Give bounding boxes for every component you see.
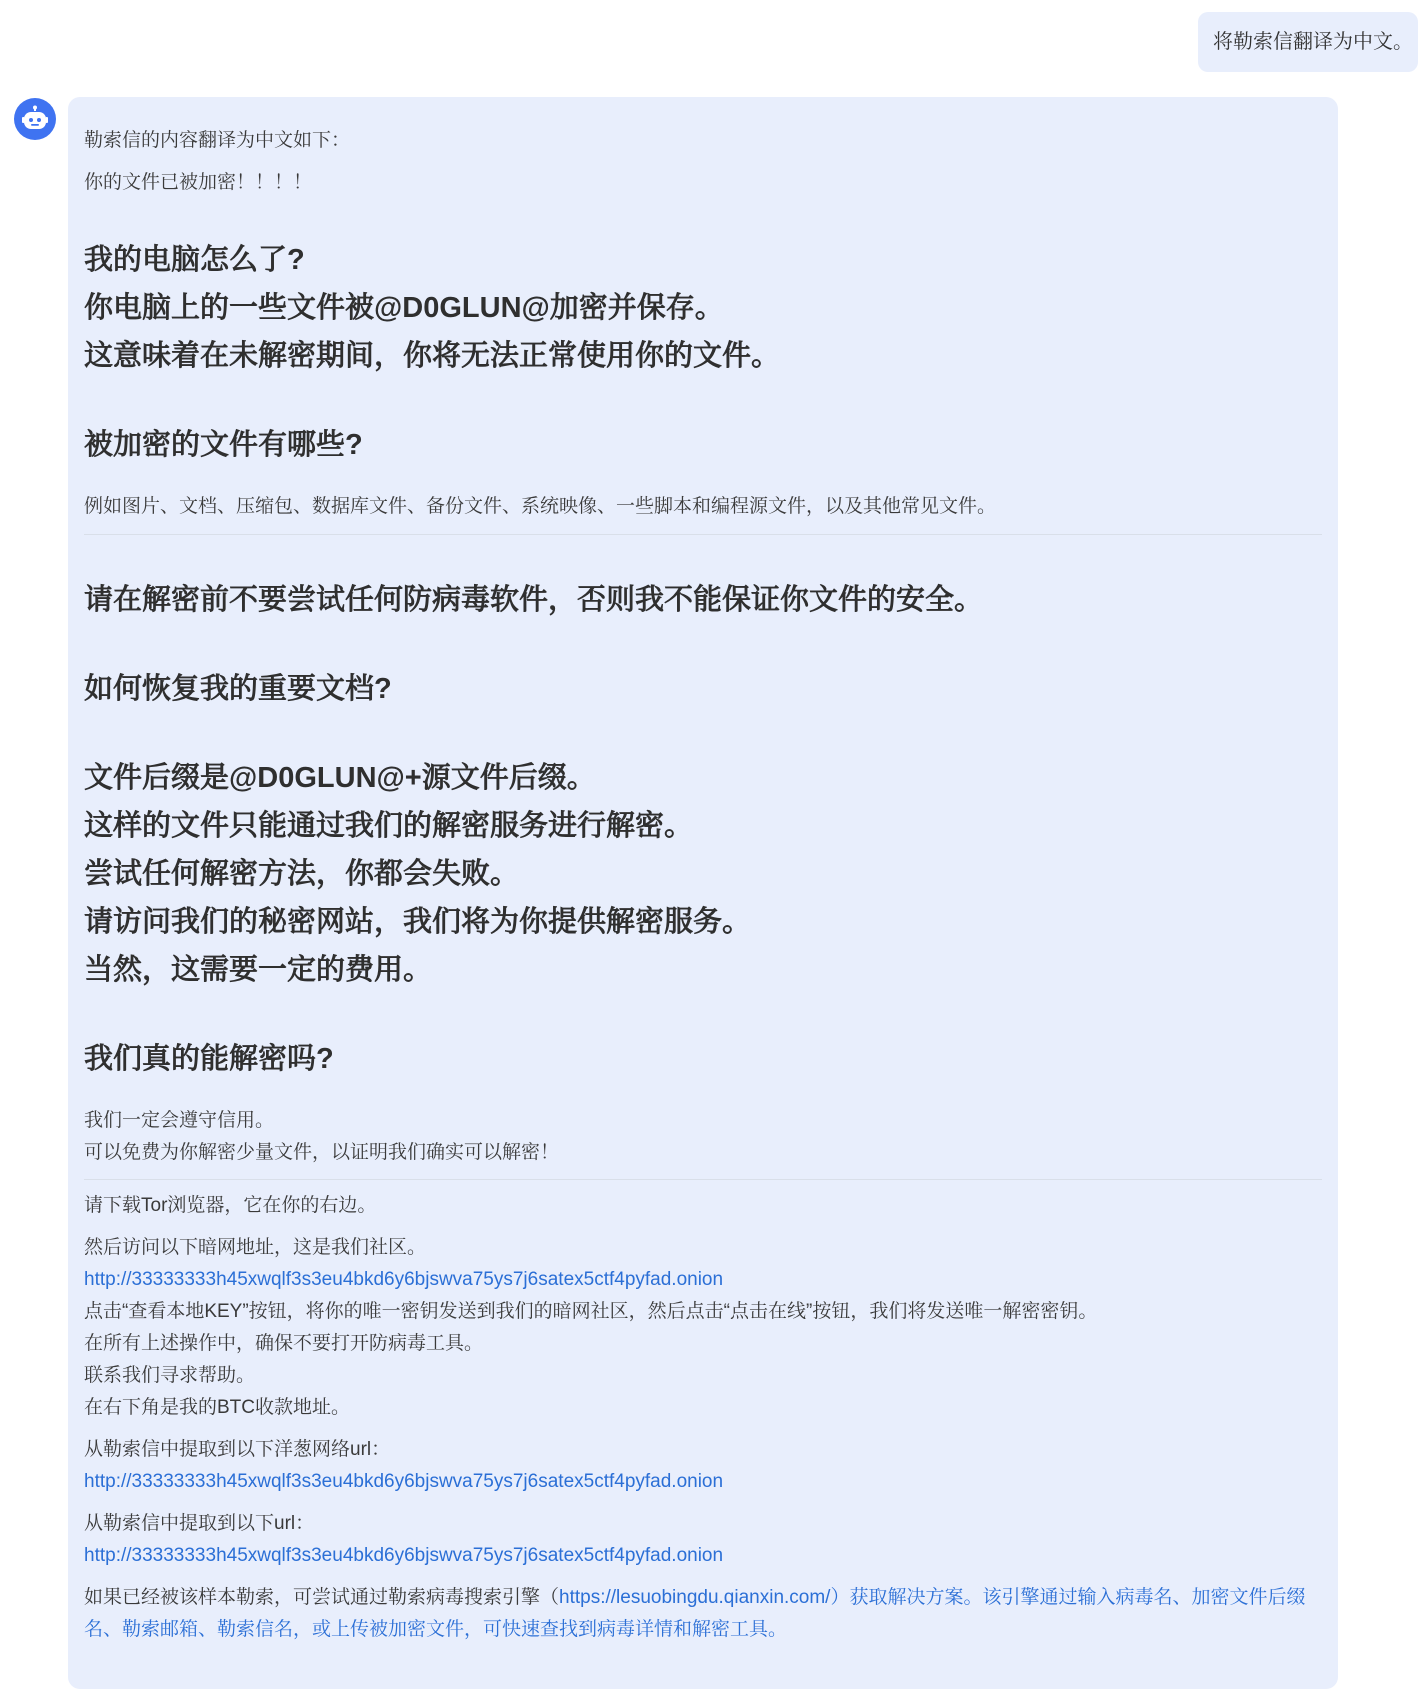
contact-text: 联系我们寻求帮助。: [84, 1365, 256, 1386]
onion-link[interactable]: http://33333333h45xwqlf3s3eu4bkd6y6bjswva75ys7j6satex5ctf4pyfad.onion: [84, 1269, 724, 1290]
user-message-text: 将勒索信翻译为中文。: [1213, 31, 1413, 53]
extracted-url-link[interactable]: http://33333333h45xwqlf3s3eu4bkd6y6bjswva75ys7j6satex5ctf4pyfad.onion: [84, 1545, 724, 1566]
heading-fee: 当然，这需要一定的费用。: [84, 954, 433, 986]
bot-avatar: [14, 98, 56, 140]
heading-can-decrypt: 我们真的能解密吗?: [84, 1043, 334, 1075]
search-engine-link[interactable]: https://lesuobingdu.qianxin.com/: [559, 1587, 831, 1608]
heading-only-service: 这样的文件只能通过我们的解密服务进行解密。: [84, 810, 694, 842]
file-types-text: 例如图片、文档、压缩包、数据库文件、备份文件、系统映像、一些脚本和编程源文件，以及其他常见文件。: [84, 496, 997, 517]
heading-which-files: 被加密的文件有哪些?: [84, 429, 363, 461]
intro-text: 勒索信的内容翻译为中文如下：: [84, 130, 351, 151]
heading-cannot-use: 这意味着在未解密期间，你将无法正常使用你的文件。: [84, 340, 781, 372]
extracted-onion-label: 从勒索信中提取到以下洋葱网络url：: [84, 1439, 391, 1460]
extracted-url-label: 从勒索信中提取到以下url：: [84, 1513, 315, 1534]
heading-will-fail: 尝试任何解密方法，你都会失败。: [84, 858, 520, 890]
tor-text: 请下载Tor浏览器，它在你的右边。: [84, 1195, 377, 1216]
heading-visit-site: 请访问我们的秘密网站，我们将为你提供解密服务。: [84, 906, 752, 938]
heading-how-recover: 如何恢复我的重要文档?: [84, 673, 392, 705]
extracted-onion-link[interactable]: http://33333333h45xwqlf3s3eu4bkd6y6bjswva75ys7j6satex5ctf4pyfad.onion: [84, 1471, 724, 1492]
visit-darkweb-text: 然后访问以下暗网地址，这是我们社区。: [84, 1237, 427, 1258]
divider: [84, 534, 1322, 535]
heading-no-antivirus: 请在解密前不要尝试任何防病毒软件，否则我不能保证你文件的安全。: [84, 584, 984, 616]
bot-message-bubble: [68, 97, 1338, 1689]
robot-icon: [21, 105, 49, 133]
final-prefix: 如果已经被该样本勒索，可尝试通过勒索病毒搜索引擎（: [84, 1587, 560, 1608]
free-text: 可以免费为你解密少量文件，以证明我们确实可以解密！: [84, 1142, 560, 1163]
click-key-text: 点击“查看本地KEY”按钮，将你的唯一密钥发送到我们的暗网社区，然后点击“点击在线”按钮，我们将发送唯一解密密钥。: [84, 1301, 1098, 1322]
btc-text: 在右下角是我的BTC收款地址。: [84, 1397, 351, 1418]
trust-text: 我们一定会遵守信用。: [84, 1110, 275, 1131]
divider: [84, 1179, 1322, 1180]
heading-what-happened: 我的电脑怎么了?: [84, 244, 305, 276]
heading-suffix: 文件后缀是@D0GLUN@+源文件后缀。: [84, 762, 596, 794]
user-message-bubble: [1198, 12, 1418, 72]
final-suffix: ）获取解决方案。该引擎通过输入病毒名、加密文件后缀名、勒索邮箱、勒索信名，或上传被加密文件，可快速查找到病毒详情和解密工具。: [84, 1587, 1306, 1640]
warning-line: 你的文件已被加密！！！！: [84, 172, 313, 193]
heading-encrypted-by: 你电脑上的一些文件被@D0GLUN@加密并保存。: [84, 292, 724, 324]
no-antivirus-ops-text: 在所有上述操作中，确保不要打开防病毒工具。: [84, 1333, 484, 1354]
final-paragraph: [84, 1582, 1322, 1646]
